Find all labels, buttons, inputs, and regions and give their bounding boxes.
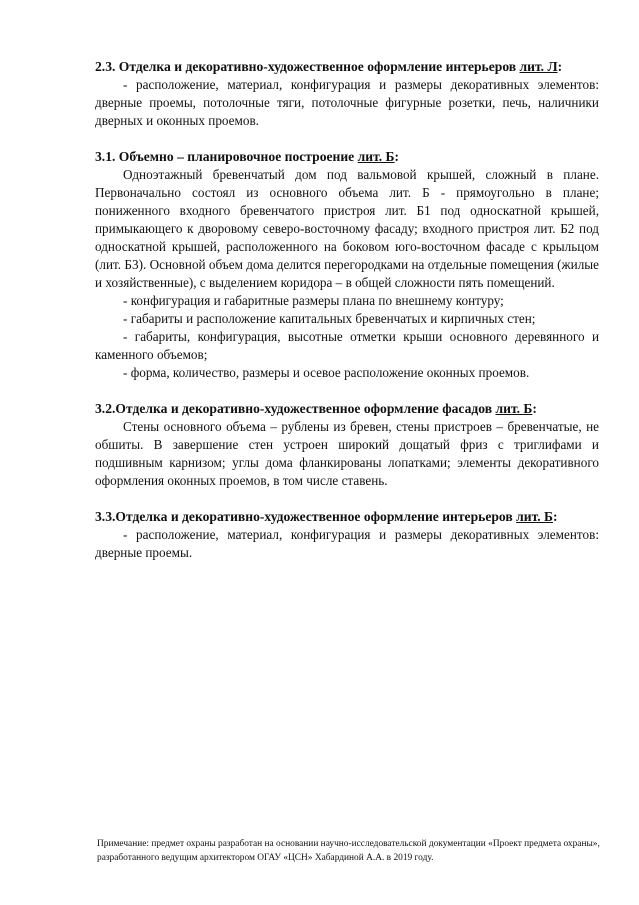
list-item: - габариты и расположение капитальных бревенчатых и кирпичных стен; bbox=[123, 311, 536, 326]
heading-lit: лит. Б bbox=[495, 401, 533, 416]
section-heading bbox=[95, 58, 599, 76]
heading-lit: лит. Б bbox=[357, 149, 395, 164]
heading-lit: лит. Б bbox=[516, 509, 554, 524]
heading-tail: : bbox=[557, 59, 563, 74]
heading-text: 2.3. Отделка и декоративно-художественное оформление интерьеров bbox=[95, 59, 520, 74]
section-2-3 bbox=[95, 58, 599, 130]
section-heading bbox=[95, 400, 599, 418]
section-heading bbox=[95, 148, 599, 166]
heading-text: 3.3.Отделка и декоративно-художественное оформление интерьеров bbox=[95, 509, 517, 524]
heading-text: 3.1. Объемно – планировочное построение bbox=[95, 149, 358, 164]
section-3-2 bbox=[95, 400, 599, 490]
section-3-1 bbox=[95, 148, 599, 382]
list-item: - габариты, конфигурация, высотные отметки крыши основного деревянного и каменного объемов; bbox=[95, 329, 599, 362]
heading-text: 3.2.Отделка и декоративно-художественное оформление фасадов bbox=[95, 401, 496, 416]
heading-lit: лит. Л bbox=[519, 59, 558, 74]
footnote: Примечание: предмет охраны разработан на основании научно-исследовательской документации «Проект предмета охраны», разработанного ведущим архитектором ОГАУ «ЦСН» Хабардиной А.А. в 2019 году. bbox=[97, 839, 600, 863]
paragraph: - расположение, материал, конфигурация и размеры декоративных элементов: дверные проемы. bbox=[95, 527, 599, 560]
paragraph: Стены основного объема – рублены из бревен, стены пристроев – бревенчатые, не обшиты. В завершение стен устроен широкий дощатый фриз с триглифами и подшивным карнизом; углы дома фланкированы лопатками; элементы декоративного оформления оконных проемов, в том числе ставень. bbox=[95, 419, 599, 488]
section-3-3 bbox=[95, 508, 599, 562]
paragraph: - расположение, материал, конфигурация и размеры декоративных элементов: дверные проемы, потолочные тяги, потолочные фигурные розетки, печь, наличники дверных и оконных проемов. bbox=[95, 77, 599, 128]
document-body bbox=[95, 58, 599, 562]
heading-tail: : bbox=[553, 509, 558, 524]
paragraph: Одноэтажный бревенчатый дом под вальмовой крышей, сложный в плане. Первоначально состоял из основного объема лит. Б - прямоугольно в плане; пониженного входного бревенчатого пристроя лит. Б1 под односкатной крышей, примыкающего к дворовому северо-восточному фасаду; входного пристроя лит. Б2 под односкатной крышей, расположенного на боковом юго-восточном фасаде с крыльцом (лит. Б3). Основной объем дома делится перегородками на отдельные помещения (жилые и хозяйственные), с выделением коридора – в общей сложности пять помещений. bbox=[95, 167, 599, 290]
heading-tail: : bbox=[394, 149, 400, 164]
list-item: - форма, количество, размеры и осевое расположение оконных проемов. bbox=[123, 365, 530, 380]
list-item: - конфигурация и габаритные размеры плана по внешнему контуру; bbox=[123, 293, 504, 308]
section-heading bbox=[95, 508, 599, 526]
heading-tail: : bbox=[532, 401, 537, 416]
